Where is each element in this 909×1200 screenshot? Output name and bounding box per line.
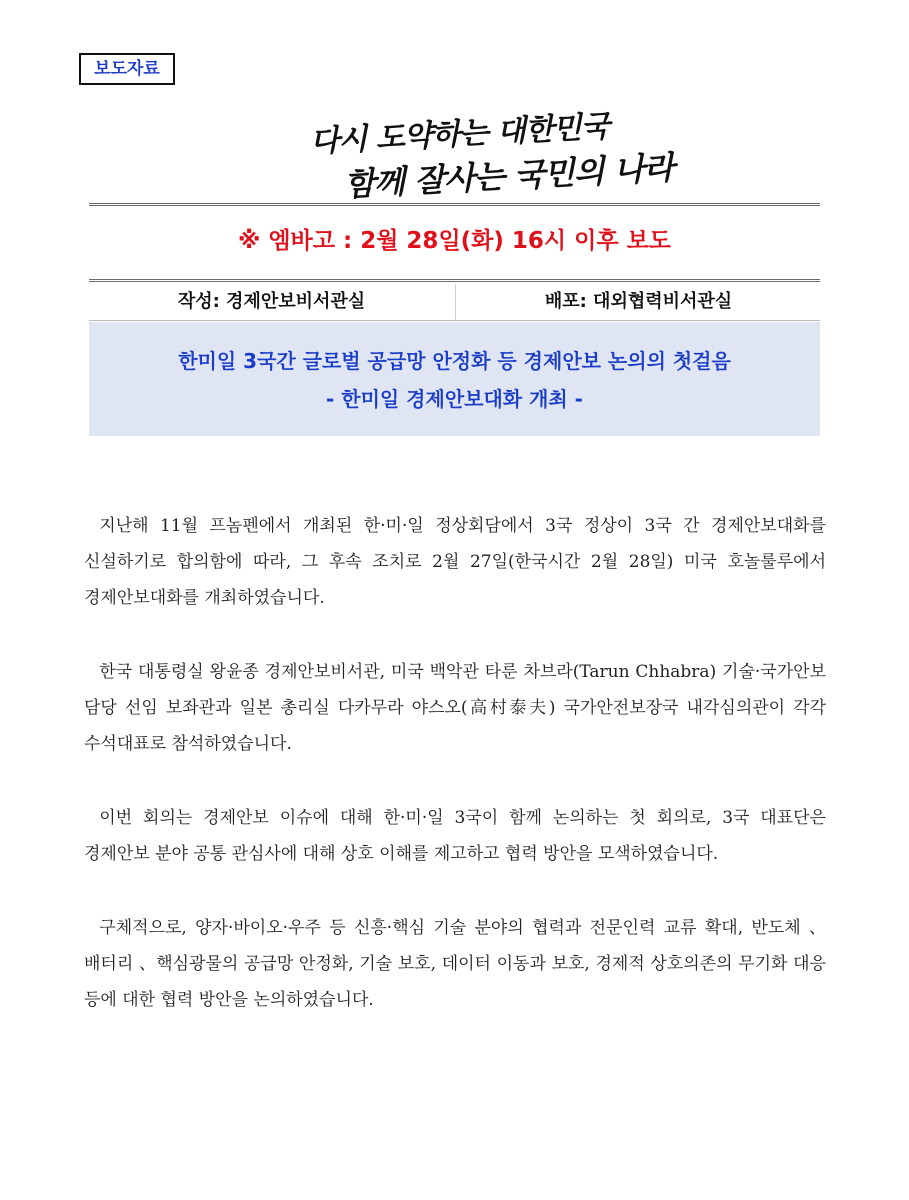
headline-title: 한미일 3국간 글로벌 공급망 안정화 등 경제안보 논의의 첫걸음 <box>178 349 731 373</box>
headline-box <box>89 322 820 436</box>
slogan-line-1: 다시 도약하는 대한민국 <box>309 109 610 160</box>
divider-mid <box>89 279 820 282</box>
paragraph-3: 이번 회의는 경제안보 이슈에 대해 한·미·일 3국이 함께 논의하는 첫 회의로, 3국 대표단은 경제안보 분야 공통 관심사에 대해 상호 이해를 제고하고 협력 방안을 모색하였습니다. <box>84 808 826 864</box>
embargo-notice: ※ 엠바고 : 2월 28일(화) 16시 이후 보도 <box>237 228 672 254</box>
paragraph-4: 구체적으로, 양자·바이오·우주 등 신흥·핵심 기술 분야의 협력과 전문인력 교류 확대, 반도체 、배터리 、핵심광물의 공급망 안정화, 기술 보호, 데이터 이동과 보호, 경제적 상호의존의 무기화 대응 등에 대한 협력 방안을 논의하였습니다. <box>84 918 826 1010</box>
slogan-calligraphy <box>300 105 675 204</box>
slogan-line-2: 함께 잘사는 국민의 나라 <box>343 148 675 204</box>
written-by: 작성: 경제안보비서관실 <box>177 291 366 312</box>
divider-top <box>89 203 820 206</box>
headline-subtitle: - 한미일 경제안보대화 개최 - <box>326 387 583 411</box>
paragraph-2: 한국 대통령실 왕윤종 경제안보비서관, 미국 백악관 타룬 차브라(Tarun Chhabra) 기술·국가안보 담당 선임 보좌관과 일본 총리실 다카무라 야스오(高村泰夫) 국가안전보장국 내각심의관이 각각 수석대표로 참석하였습니다. <box>84 662 826 754</box>
body-text <box>84 508 826 1056</box>
paragraph-1: 지난해 11월 프놈펜에서 개최된 한·미·일 정상회담에서 3국 정상이 3국 간 경제안보대화를 신설하기로 합의함에 따라, 그 후속 조치로 2월 27일(한국시간 2월 28일) 미국 호놀룰루에서 경제안보대화를 개최하였습니다. <box>84 516 826 608</box>
distributed-by: 배포: 대외협력비서관실 <box>455 284 821 320</box>
author-row <box>89 284 820 321</box>
press-release-label: 보도자료 <box>79 53 175 85</box>
